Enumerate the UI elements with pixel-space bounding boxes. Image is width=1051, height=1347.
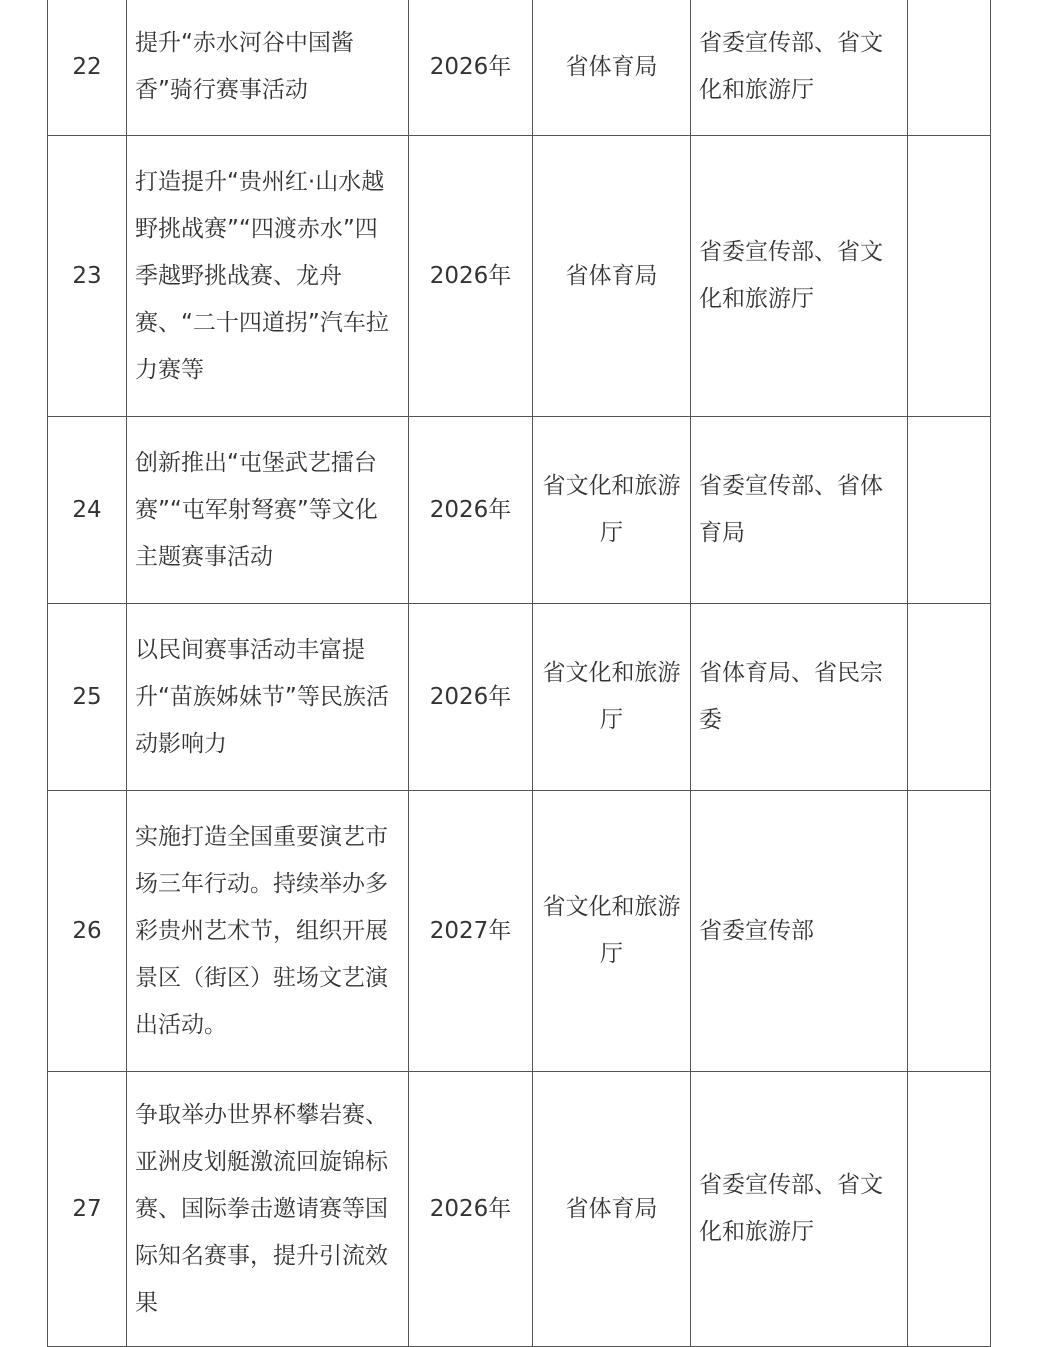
completion-year: 2027年 xyxy=(409,791,533,1072)
task-table xyxy=(47,0,991,1347)
task-description: 以民间赛事活动丰富提升“苗族姊妹节”等民族活动影响力 xyxy=(127,604,409,791)
cooperating-units: 省委宣传部、省体育局 xyxy=(691,417,908,604)
remarks xyxy=(908,1072,991,1347)
completion-year: 2026年 xyxy=(409,417,533,604)
lead-unit: 省文化和旅游厅 xyxy=(533,604,691,791)
lead-unit: 省体育局 xyxy=(533,0,691,136)
completion-year: 2026年 xyxy=(409,136,533,417)
completion-year: 2026年 xyxy=(409,604,533,791)
cooperating-units: 省委宣传部、省文化和旅游厅 xyxy=(691,136,908,417)
lead-unit: 省文化和旅游厅 xyxy=(533,417,691,604)
completion-year: 2026年 xyxy=(409,0,533,136)
row-number: 22 xyxy=(48,0,127,136)
lead-unit: 省体育局 xyxy=(533,1072,691,1347)
cooperating-units: 省委宣传部、省文化和旅游厅 xyxy=(691,1072,908,1347)
row-number: 26 xyxy=(48,791,127,1072)
lead-unit: 省体育局 xyxy=(533,136,691,417)
table-row xyxy=(48,0,991,136)
table-row xyxy=(48,417,991,604)
task-description: 打造提升“贵州红·山水越野挑战赛”“四渡赤水”四季越野挑战赛、龙舟赛、“二十四道拐”汽车拉力赛等 xyxy=(127,136,409,417)
completion-year: 2026年 xyxy=(409,1072,533,1347)
cooperating-units: 省委宣传部 xyxy=(691,791,908,1072)
row-number: 23 xyxy=(48,136,127,417)
row-number: 27 xyxy=(48,1072,127,1347)
row-number: 25 xyxy=(48,604,127,791)
table-row xyxy=(48,1072,991,1347)
remarks xyxy=(908,604,991,791)
task-description: 实施打造全国重要演艺市场三年行动。持续举办多彩贵州艺术节，组织开展景区（街区）驻场文艺演出活动。 xyxy=(127,791,409,1072)
table-row xyxy=(48,791,991,1072)
task-description: 提升“赤水河谷中国酱香”骑行赛事活动 xyxy=(127,0,409,136)
remarks xyxy=(908,791,991,1072)
table-row xyxy=(48,604,991,791)
remarks xyxy=(908,136,991,417)
remarks xyxy=(908,0,991,136)
cooperating-units: 省委宣传部、省文化和旅游厅 xyxy=(691,0,908,136)
table-row xyxy=(48,136,991,417)
cooperating-units: 省体育局、省民宗委 xyxy=(691,604,908,791)
task-description: 争取举办世界杯攀岩赛、亚洲皮划艇激流回旋锦标赛、国际拳击邀请赛等国际知名赛事，提升引流效果 xyxy=(127,1072,409,1347)
row-number: 24 xyxy=(48,417,127,604)
task-description: 创新推出“屯堡武艺擂台赛”“屯军射弩赛”等文化主题赛事活动 xyxy=(127,417,409,604)
remarks xyxy=(908,417,991,604)
lead-unit: 省文化和旅游厅 xyxy=(533,791,691,1072)
